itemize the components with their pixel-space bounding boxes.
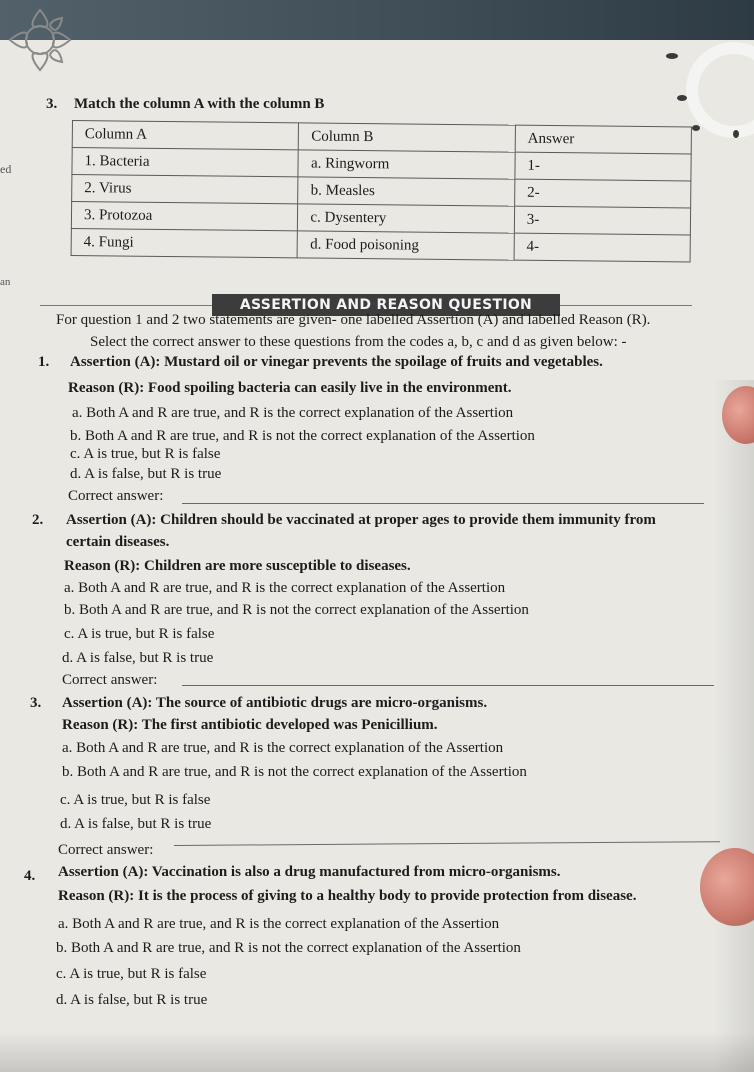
option-c: c. A is true, but R is false [56, 966, 207, 982]
answer-line[interactable] [182, 685, 714, 686]
option-b: b. Both A and R are true, and R is not the correct explanation of the Assertion [70, 428, 535, 444]
question-number: 1. [38, 354, 50, 370]
answer-line[interactable] [182, 503, 704, 504]
table-row [71, 228, 690, 261]
option-d: d. A is false, but R is true [56, 992, 208, 1008]
section-rule-left [40, 305, 212, 306]
option-d: d. A is false, but R is true [60, 816, 212, 832]
correct-answer-label: Correct answer: [68, 488, 164, 504]
assertion-text-continued: certain diseases. [66, 534, 170, 550]
assertion-text: Assertion (A): Children should be vaccinated at proper ages to provide them immunity from [66, 512, 656, 528]
option-c: c. A is true, but R is false [60, 792, 211, 808]
option-b: b. Both A and R are true, and R is not the correct explanation of the Assertion [64, 602, 529, 618]
option-d: d. A is false, but R is true [70, 466, 222, 482]
option-a: a. Both A and R are true, and R is the correct explanation of the Assertion [58, 916, 500, 932]
column-b-cell: a. Ringworm [298, 150, 515, 179]
instruction-line: For question 1 and 2 two statements are given- one labelled Assertion (A) and labelled Reason (R). [56, 312, 651, 328]
answer-cell[interactable]: 3- [514, 206, 690, 235]
question-number: 4. [24, 868, 36, 884]
option-c: c. A is true, but R is false [70, 446, 221, 462]
reason-text: Reason (R): Food spoiling bacteria can easily live in the environment. [68, 380, 512, 396]
option-c: c. A is true, but R is false [64, 626, 215, 642]
option-d: d. A is false, but R is true [62, 650, 214, 666]
answer-cell[interactable]: 4- [514, 233, 690, 262]
match-question-title: Match the column A with the column B [74, 96, 325, 112]
margin-fragment: an [0, 276, 11, 288]
option-b: b. Both A and R are true, and R is not the correct explanation of the Assertion [56, 940, 521, 956]
assertion-text: Assertion (A): Mustard oil or vinegar prevents the spoilage of fruits and vegetables. [70, 354, 603, 370]
option-a: a. Both A and R are true, and R is the correct explanation of the Assertion [72, 405, 514, 421]
assertion-text: Assertion (A): Vaccination is also a drug manufactured from micro-organisms. [58, 864, 561, 880]
column-b-cell: c. Dysentery [298, 204, 515, 233]
column-b-cell: d. Food poisoning [298, 231, 515, 260]
section-title: ASSERTION AND REASON QUESTION [212, 294, 560, 316]
question-number: 3. [30, 695, 42, 711]
match-question-number: 3. [46, 96, 58, 112]
table-header-cell: Answer [515, 125, 691, 154]
column-a-cell: 1. Bacteria [72, 148, 299, 177]
question-number: 2. [32, 512, 44, 528]
table-header-cell: Column B [299, 123, 516, 152]
floral-corner-icon [0, 0, 110, 110]
answer-cell[interactable]: 2- [514, 179, 690, 208]
reason-text: Reason (R): Children are more susceptible to diseases. [64, 558, 411, 574]
match-table [71, 120, 692, 262]
column-a-cell: 4. Fungi [71, 228, 298, 257]
page-shadow-bottom [0, 1032, 754, 1072]
correct-answer-label: Correct answer: [58, 842, 154, 858]
column-a-cell: 3. Protozoa [71, 202, 298, 231]
column-a-cell: 2. Virus [72, 175, 299, 204]
option-a: a. Both A and R are true, and R is the correct explanation of the Assertion [64, 580, 506, 596]
answer-cell[interactable]: 1- [515, 152, 691, 181]
margin-fragment: ed [0, 162, 12, 176]
column-b-cell: b. Measles [298, 177, 515, 206]
page-shadow [714, 380, 754, 1072]
correct-answer-label: Correct answer: [62, 672, 158, 688]
reason-text: Reason (R): It is the process of giving to a healthy body to provide protection from disease. [58, 888, 637, 904]
table-header-cell: Column A [72, 121, 299, 150]
option-a: a. Both A and R are true, and R is the correct explanation of the Assertion [62, 740, 504, 756]
assertion-text: Assertion (A): The source of antibiotic drugs are micro-organisms. [62, 695, 488, 711]
reason-text: Reason (R): The first antibiotic developed was Penicillium. [62, 717, 438, 733]
instruction-line: Select the correct answer to these questions from the codes a, b, c and d as given below: - [90, 334, 627, 350]
section-rule-right [560, 305, 692, 306]
option-b: b. Both A and R are true, and R is not the correct explanation of the Assertion [62, 764, 527, 780]
